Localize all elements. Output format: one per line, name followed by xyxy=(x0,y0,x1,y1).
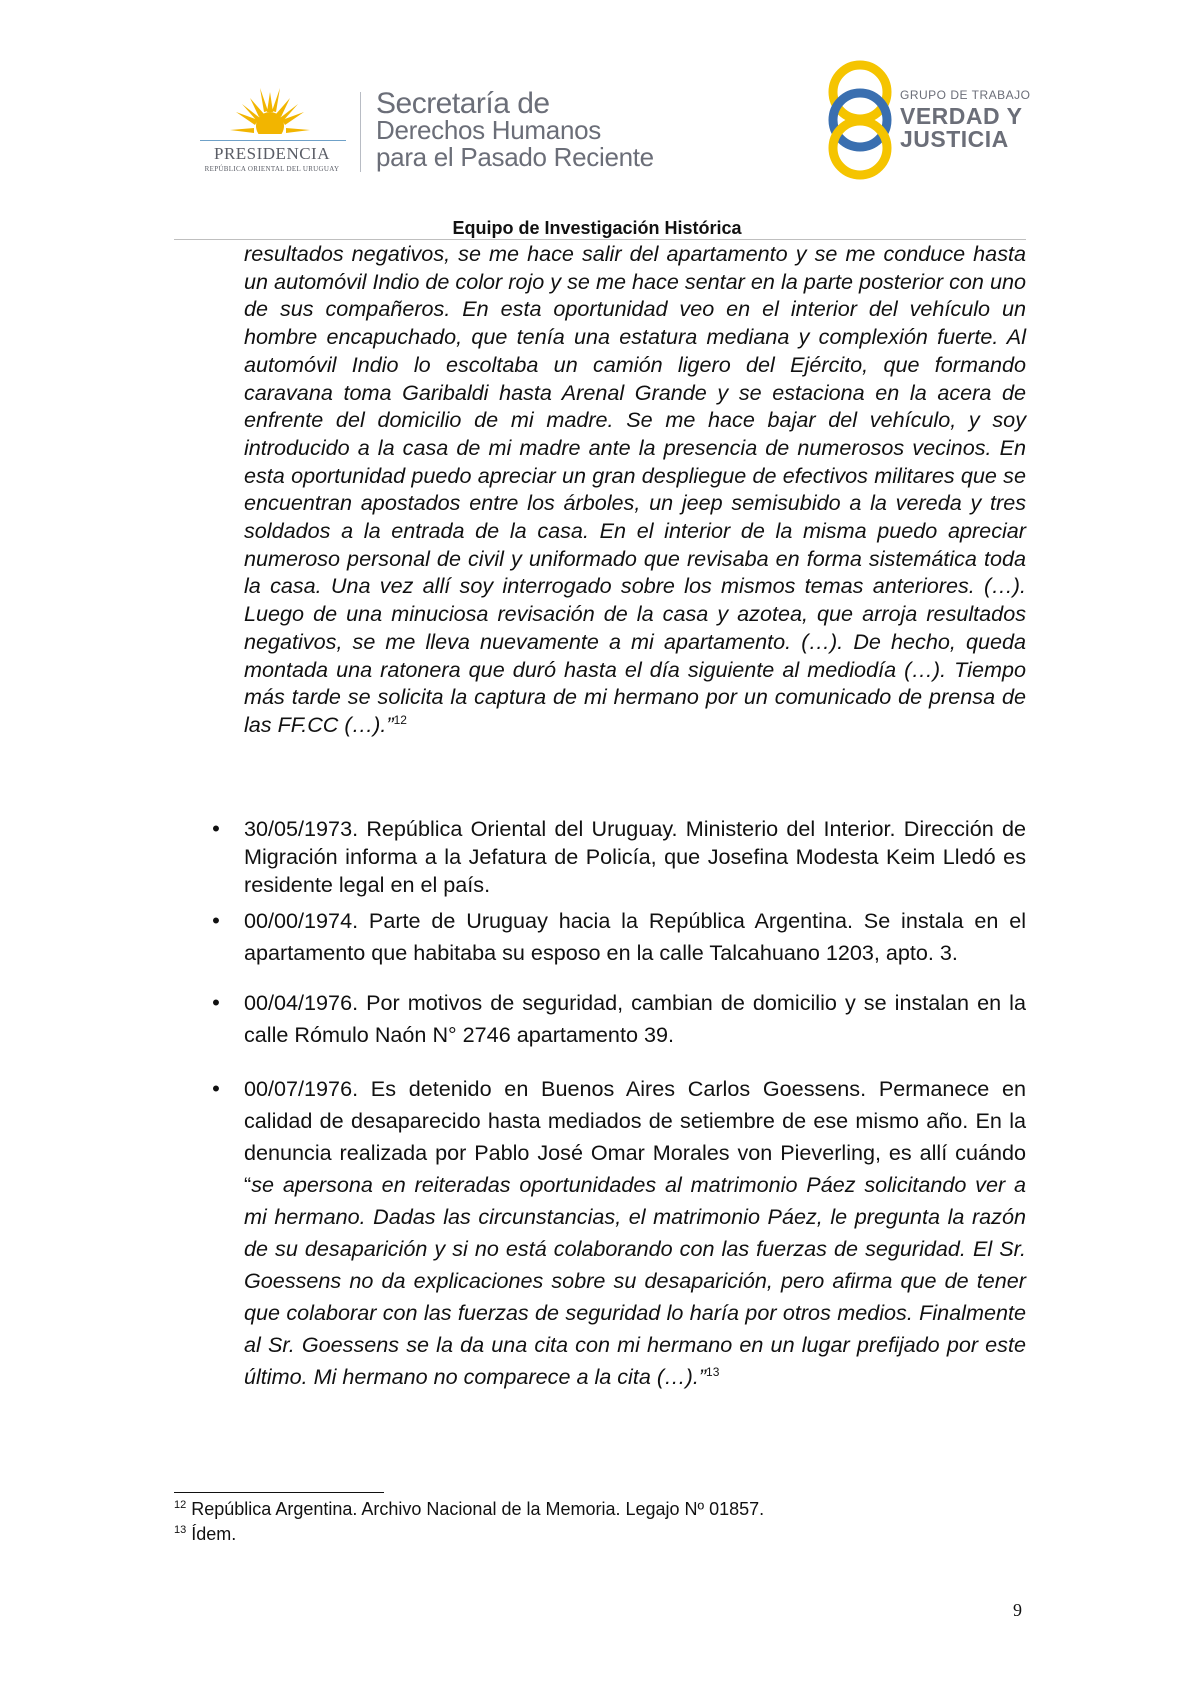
linked-rings-icon xyxy=(824,58,896,182)
presidencia-divider xyxy=(200,140,346,141)
page-number: 9 xyxy=(1013,1600,1022,1620)
quote-paragraph xyxy=(244,240,1026,739)
secretaria-line-3: para el Pasado Reciente xyxy=(376,142,654,172)
secretaria-logo-text xyxy=(376,87,654,172)
footnote-number: 13 xyxy=(174,1524,187,1536)
footnote-text: Ídem. xyxy=(191,1524,237,1544)
presidencia-name: PRESIDENCIA xyxy=(213,144,330,163)
header-logo-divider xyxy=(360,92,361,172)
bullet-marker: • xyxy=(212,990,220,1015)
list-item xyxy=(212,905,1026,969)
quote-block xyxy=(244,240,1026,739)
list-item-text: 00/04/1976. Por motivos de seguridad, cambian de domicilio y se instalan en la calle Rómulo Naón N° 2746 apartamento 39. xyxy=(244,990,1026,1047)
secretaria-line-1: Secretaría de xyxy=(376,87,550,120)
footnote xyxy=(174,1497,764,1522)
bullet-marker: • xyxy=(212,816,220,841)
footnote-ref-13: 13 xyxy=(706,1364,720,1379)
footnote-number: 12 xyxy=(174,1499,187,1511)
presidencia-logo xyxy=(196,82,356,174)
gtvj-title-line-1: VERDAD Y xyxy=(900,103,1023,129)
unit-title: Equipo de Investigación Histórica xyxy=(452,218,742,238)
secretaria-line-2: Derechos Humanos xyxy=(376,115,601,145)
list-item xyxy=(212,815,1026,899)
bullet-marker: • xyxy=(212,1076,220,1101)
gtvj-subtitle: GRUPO DE TRABAJO xyxy=(900,88,1031,102)
quote-text: resultados negativos, se me hace salir del apartamento y se me conduce hasta un automóvil Indio de color rojo y se me hace sentar en la parte posterior con uno de sus compañeros. En esta oportunidad veo en el interior del vehículo un hombre encapuchado, que tenía una estatura mediana y complexión fuerte. Al automóvil Indio lo escoltaba un camión ligero del Ejército, que formando caravana toma Garibaldi hasta Arenal Grande y se estaciona en la acera de enfrente del domicilio de mi madre. Se me hace bajar del vehículo, y soy introducido a la casa de mi madre ante la presencia de numerosos vecinos. En esta oportunidad puedo apreciar un gran despliegue de efectivos militares que se encuentran apostados entre los árboles, un jeep semisubido a la vereda y tres soldados a la entrada de la casa. En el interior de la misma puedo apreciar numeroso personal de civil y uniformado que revisaba en forma sistemática toda la casa. Una vez allí soy interrogado sobre los mismos temas anteriores. (…). Luego de una minuciosa revisación de la casa y azotea, que arroja resultados negativos, se me lleva nuevamente a mi apartamento. (…). De hecho, queda montada una ratonera que duró hasta el día siguiente al mediodía (…). Tiempo más tarde se solicita la captura de mi hermano por un comunicado de prensa de las FF.CC (…).” xyxy=(244,241,1026,737)
list-item-text: 00/00/1974. Parte de Uruguay hacia la República Argentina. Se instala en el apartamento que habitaba su esposo en la calle Talcahuano 1203, apto. 3. xyxy=(244,908,1026,965)
gtvj-title-line-2: JUSTICIA xyxy=(900,126,1009,152)
footnote-text: República Argentina. Archivo Nacional de la Memoria. Legajo Nº 01857. xyxy=(191,1499,765,1519)
bullet-marker: • xyxy=(212,908,220,933)
list-item xyxy=(212,987,1026,1051)
list-item xyxy=(212,1073,1026,1393)
gtvj-logo xyxy=(824,58,1034,182)
chronology-list xyxy=(212,815,1026,1393)
sun-emblem-icon xyxy=(220,82,320,140)
list-item-quote: se apersona en reiteradas oportunidades al matrimonio Páez solicitando ver a mi hermano. Dadas las circunstancias, el matrimonio Páez, le pregunta la razón de su desaparición y si no está colaborando con las fuerzas de seguridad. El Sr. Goessens no da explicaciones sobre su desaparición, pero afirma que de tener que colaborar con las fuerzas de seguridad lo haría por otros medios. Finalmente al Sr. Goessens se la da una cita con mi hermano en un lugar prefijado por este último. Mi hermano no comparece a la cita (…).” xyxy=(244,1172,1026,1389)
footnote-rule xyxy=(174,1492,384,1493)
list-item-text: 00/07/1976. Es detenido en Buenos Aires Carlos Goessens. Permanece en calidad de desaparecido hasta mediados de setiembre de ese mismo año. En la denuncia realizada por Pablo José Omar Morales von Pieverling, es allí cuándo “ xyxy=(244,1076,1026,1197)
presidencia-subtitle: REPÚBLICA ORIENTAL DEL URUGUAY xyxy=(204,165,340,173)
footnotes xyxy=(174,1497,764,1547)
footnote-ref-12: 12 xyxy=(393,712,407,727)
footnote xyxy=(174,1522,764,1547)
list-item-text: 30/05/1973. República Oriental del Uruguay. Ministerio del Interior. Dirección de Migración informa a la Jefatura de Policía, que Josefina Modesta Keim Lledó es residente legal en el país. xyxy=(244,816,1026,897)
